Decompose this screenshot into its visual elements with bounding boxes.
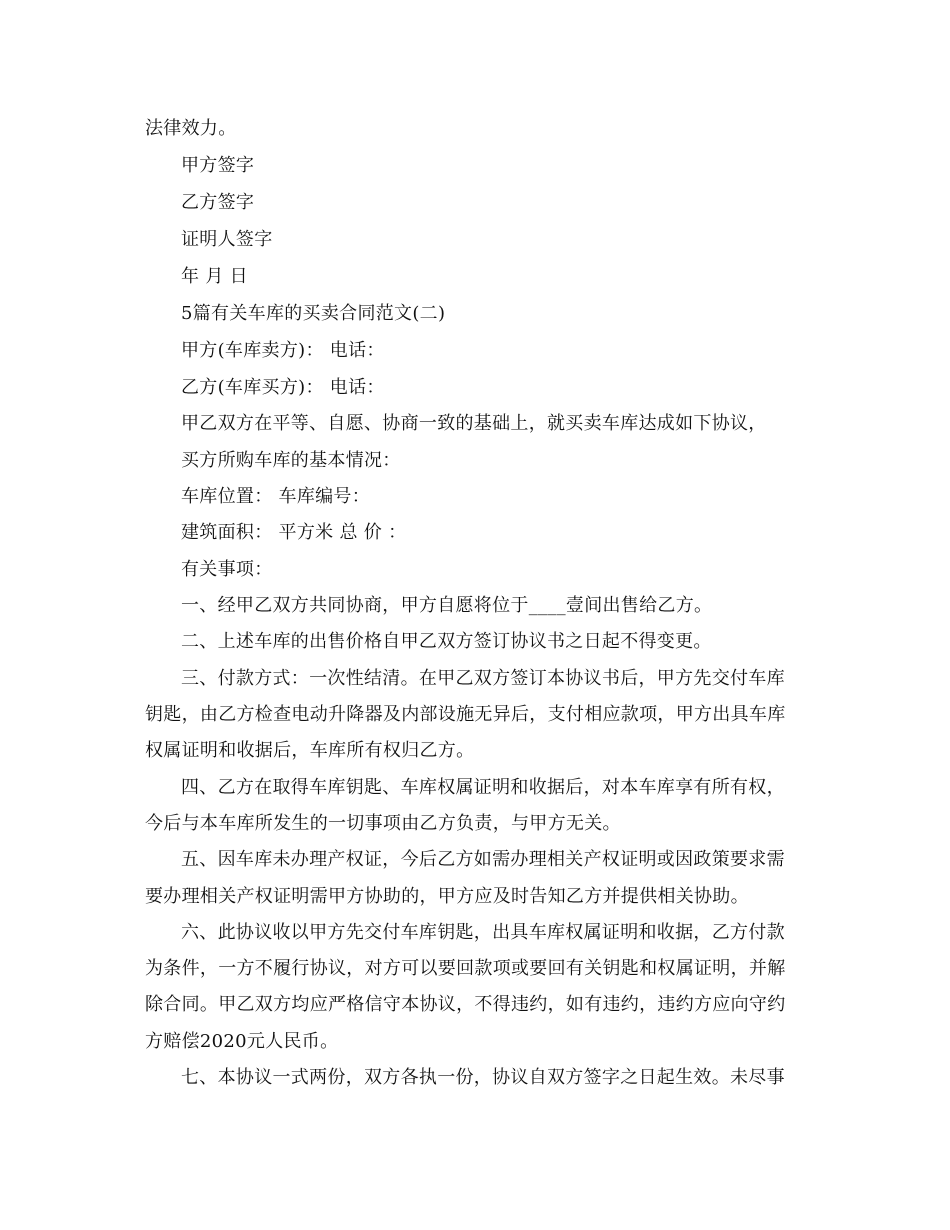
clause-4-line-1: 四、乙方在取得车库钥匙、车库权属证明和收据后，对本车库享有所有权， — [181, 777, 785, 798]
clause-6-line-4: 方赔偿2020元人民币。 — [145, 1031, 339, 1052]
clause-3-line-3: 权属证明和收据后，车库所有权归乙方。 — [145, 740, 475, 761]
clause-3-line-2: 钥匙，由乙方检查电动升降器及内部设施无异后，支付相应款项，甲方出具车库 — [145, 704, 786, 725]
section-title: 5篇有关车库的买卖合同范文(二) — [181, 303, 446, 324]
date-line: 年 月 日 — [181, 266, 248, 287]
clause-6-line-1: 六、此协议收以甲方先交付车库钥匙，出具车库权属证明和收据，乙方付款 — [181, 922, 785, 943]
text-line-legal-effect: 法律效力。 — [145, 118, 237, 139]
agreement-intro: 甲乙双方在平等、自愿、协商一致的基础上，就买卖车库达成如下协议， — [181, 413, 767, 434]
clause-7-line-1: 七、本协议一式两份，双方各执一份，协议自双方签字之日起生效。未尽事 — [181, 1067, 785, 1088]
garage-basics-heading: 买方所购车库的基本情况： — [181, 450, 401, 471]
party-a-info: 甲方(车库卖方)： 电话： — [181, 340, 385, 361]
clause-3-line-1: 三、付款方式：一次性结清。在甲乙双方签订本协议书后，甲方先交付车库 — [181, 668, 785, 689]
clause-5-line-1: 五、因车库未办理产权证，今后乙方如需办理相关产权证明或因政策要求需 — [181, 849, 785, 870]
garage-location-line: 车库位置： 车库编号： — [181, 486, 371, 507]
clause-2: 二、上述车库的出售价格自甲乙双方签订协议书之日起不得变更。 — [181, 631, 712, 652]
clause-5-line-2: 要办理相关产权证明需甲方协助的，甲方应及时告知乙方并提供相关协助。 — [145, 886, 749, 907]
party-b-info: 乙方(车库买方)： 电话： — [181, 377, 385, 398]
party-a-signature: 甲方签字 — [181, 155, 255, 176]
garage-area-line: 建筑面积： 平方米 总 价 ： — [181, 522, 407, 543]
clause-6-line-3: 除合同。甲乙双方均应严格信守本协议，不得违约，如有违约，违约方应向守约 — [145, 994, 786, 1015]
party-b-signature: 乙方签字 — [181, 192, 255, 213]
clause-1: 一、经甲乙双方共同协商，甲方自愿将位于____壹间出售给乙方。 — [181, 595, 713, 616]
matters-heading: 有关事项： — [181, 559, 273, 580]
clause-6-line-2: 为条件，一方不履行协议，对方可以要回款项或要回有关钥匙和权属证明，并解 — [145, 958, 786, 979]
witness-signature: 证明人签字 — [181, 229, 273, 250]
clause-4-line-2: 今后与本车库所发生的一切事项由乙方负责，与甲方无关。 — [145, 813, 621, 834]
